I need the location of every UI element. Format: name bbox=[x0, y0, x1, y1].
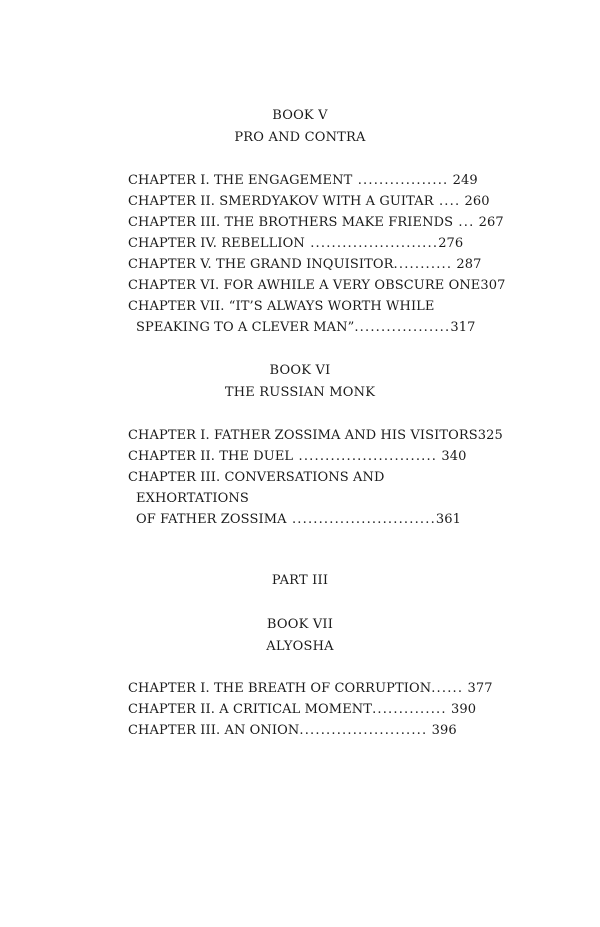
chapter-title: CHAPTER V. THE GRAND INQUISITOR bbox=[128, 257, 394, 272]
toc-entry bbox=[128, 236, 463, 252]
chapter-title: CHAPTER II. SMERDYAKOV WITH A GUITAR bbox=[128, 194, 434, 209]
toc-entry bbox=[128, 278, 506, 294]
book-heading: BOOK VI bbox=[269, 363, 331, 378]
chapter-title: CHAPTER I. FATHER ZOSSIMA AND HIS VISITORS bbox=[128, 428, 478, 443]
toc-entry bbox=[136, 491, 249, 507]
leader-dots: ...... bbox=[431, 681, 464, 696]
toc-entry bbox=[128, 470, 384, 486]
page-number: 396 bbox=[427, 723, 457, 738]
page-number: 249 bbox=[448, 173, 478, 188]
leader-dots: ........................ bbox=[304, 236, 439, 251]
chapter-title: CHAPTER VII. “IT’S ALWAYS WORTH WHILE bbox=[128, 299, 435, 314]
toc-entry bbox=[128, 194, 490, 210]
chapter-title: OF FATHER ZOSSIMA bbox=[136, 512, 287, 527]
chapter-title: CHAPTER II. THE DUEL bbox=[128, 449, 294, 464]
leader-dots: .......................... bbox=[293, 449, 438, 464]
book-title: ALYOSHA bbox=[266, 639, 334, 654]
toc-entry bbox=[128, 681, 493, 697]
chapter-title: CHAPTER VI. FOR AWHILE A VERY OBSCURE ONE bbox=[128, 278, 481, 293]
toc-entry bbox=[128, 215, 504, 231]
page-number: 260 bbox=[460, 194, 490, 209]
leader-dots: ........................... bbox=[286, 512, 436, 527]
page-number: 276 bbox=[438, 236, 464, 251]
chapter-title: EXHORTATIONS bbox=[136, 491, 249, 506]
toc-entry bbox=[128, 428, 503, 444]
chapter-title: CHAPTER IV. REBELLION bbox=[128, 236, 305, 251]
page-number: 361 bbox=[435, 512, 462, 527]
page-number: 340 bbox=[437, 449, 467, 464]
page-number: 325 bbox=[477, 428, 503, 443]
chapter-title: CHAPTER III. AN ONION bbox=[128, 723, 300, 738]
toc-entry bbox=[128, 173, 478, 189]
chapter-title: CHAPTER III. THE BROTHERS MAKE FRIENDS bbox=[128, 215, 454, 230]
leader-dots: ........................ bbox=[299, 723, 428, 738]
toc-entry bbox=[128, 449, 467, 465]
book-title: PRO AND CONTRA bbox=[234, 130, 366, 145]
toc-entry bbox=[136, 512, 461, 528]
chapter-title: CHAPTER III. CONVERSATIONS AND bbox=[128, 470, 385, 485]
chapter-title: SPEAKING TO A CLEVER MAN” bbox=[136, 320, 355, 335]
chapter-title: CHAPTER I. THE ENGAGEMENT bbox=[128, 173, 353, 188]
leader-dots: .............. bbox=[372, 702, 447, 717]
chapter-title: CHAPTER I. THE BREATH OF CORRUPTION bbox=[128, 681, 432, 696]
toc-entry bbox=[128, 299, 435, 315]
chapter-title: CHAPTER II. A CRITICAL MOMENT bbox=[128, 702, 373, 717]
leader-dots: ........... bbox=[393, 257, 453, 272]
page-number: 377 bbox=[463, 681, 493, 696]
part-heading: PART III bbox=[271, 573, 329, 588]
toc-entry bbox=[128, 723, 457, 739]
toc-entry bbox=[128, 702, 476, 718]
leader-dots: .... bbox=[433, 194, 461, 209]
page-number: 307 bbox=[480, 278, 506, 293]
book-heading: BOOK V bbox=[272, 108, 328, 123]
page-number: 287 bbox=[452, 257, 482, 272]
toc-entry bbox=[128, 257, 482, 273]
leader-dots: ... bbox=[453, 215, 475, 230]
leader-dots: ................. bbox=[352, 173, 449, 188]
toc-entry bbox=[136, 320, 475, 336]
page-number: 267 bbox=[474, 215, 504, 230]
leader-dots: .................. bbox=[354, 320, 451, 335]
page-number: 317 bbox=[450, 320, 476, 335]
book-title: THE RUSSIAN MONK bbox=[224, 385, 376, 400]
book-heading: BOOK VII bbox=[266, 617, 334, 632]
page-number: 390 bbox=[446, 702, 477, 717]
